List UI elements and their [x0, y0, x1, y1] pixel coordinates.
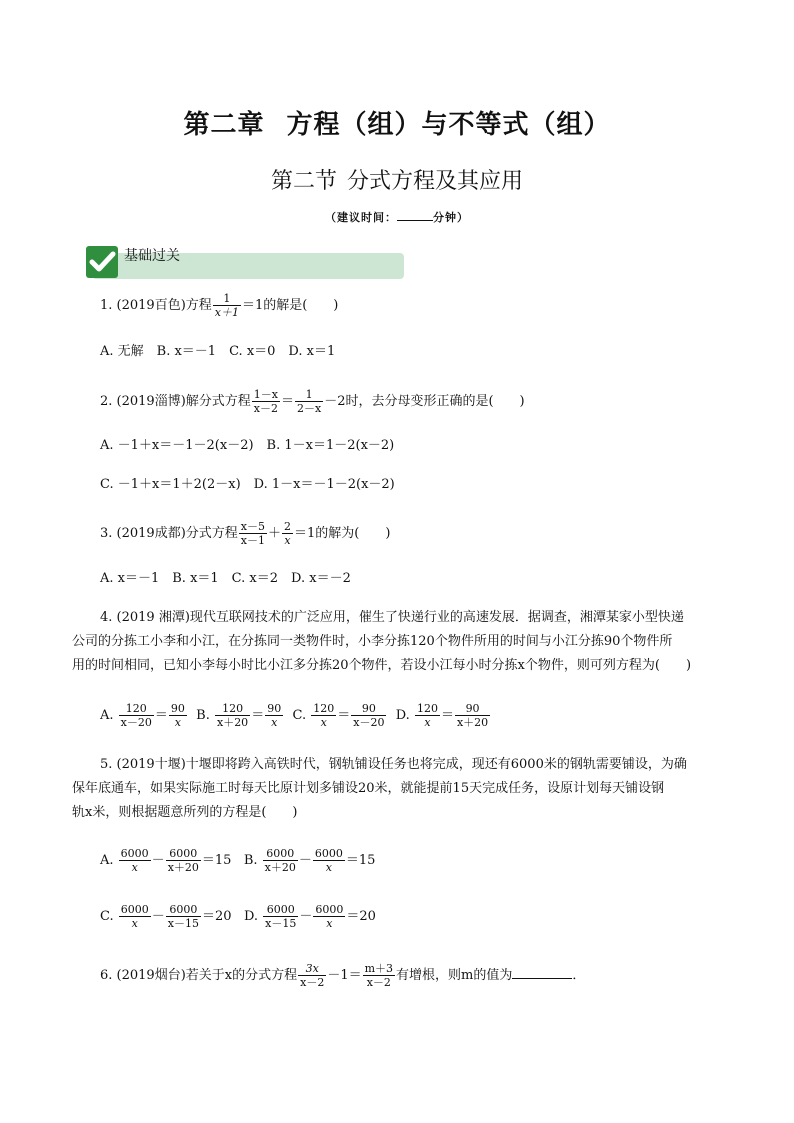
minus-sign: － [151, 909, 165, 924]
equation-result: ＝20 [201, 909, 232, 924]
numerator: 1－x [253, 388, 278, 401]
q4-line: 公司的分拣工小李和小江，在分拣同一类物件时，小李分拣120个物件所用的时间与小江分拣90个物件所 [72, 634, 673, 649]
denominator: x＋20 [456, 716, 489, 729]
checkmark-icon [86, 246, 118, 278]
fraction [313, 903, 345, 930]
fraction [169, 702, 187, 729]
q3-options: A. x＝－1 B. x＝1 C. x＝2 D. x＝－2 [100, 571, 351, 586]
denominator: x [313, 916, 345, 930]
fraction [119, 847, 151, 874]
numerator: 120 [125, 702, 147, 715]
chapter-title [0, 104, 794, 141]
q5-options-cd [100, 903, 376, 930]
option-label: D. [395, 708, 410, 723]
q5-line: 保年底通车，如果实际施工时每天比原计划多铺设20米，就能提前15天完成任务，设原计划每天铺设钢 [72, 781, 665, 796]
numerator: 3x [305, 962, 319, 975]
q1-fraction [213, 292, 241, 319]
answer-blank[interactable] [512, 966, 572, 979]
q2-options-ab: A. －1＋x＝－1－2(x－2) B. 1－x＝1－2(x－2) [100, 438, 395, 453]
q1-prefix: 1. (2019百色)方程 [100, 298, 212, 313]
denominator: x－15 [167, 917, 199, 930]
option-label: B. [243, 853, 258, 868]
denominator: x＋20 [216, 716, 249, 729]
plus-sign: ＋ [267, 526, 281, 541]
denominator: x [119, 916, 151, 930]
fraction [215, 702, 250, 729]
question-4 [72, 606, 740, 678]
numerator: 90 [170, 702, 185, 715]
fraction [298, 962, 326, 989]
q3-suffix: ＝1的解为( ) [293, 526, 391, 541]
section-number: 第二节 [270, 169, 337, 194]
denominator: x [415, 715, 440, 729]
denominator: x－20 [353, 716, 385, 729]
question-1 [100, 292, 338, 319]
question-6 [100, 962, 585, 989]
time-blank [397, 210, 433, 221]
denominator: x－20 [120, 716, 152, 729]
denominator: x [311, 715, 336, 729]
option-label: A. [100, 708, 114, 723]
numerator: 90 [267, 702, 282, 715]
denominator: x [313, 860, 345, 874]
numerator: 6000 [120, 903, 149, 916]
denominator: x＋20 [167, 861, 199, 874]
denominator: x [265, 715, 283, 729]
chapter-number: 第二章 [183, 110, 265, 140]
denominator: x [282, 533, 293, 547]
minus-sign: － [299, 909, 313, 924]
option-label: A. [100, 853, 114, 868]
numerator: 6000 [314, 847, 343, 860]
equation-result: ＝15 [201, 853, 232, 868]
denominator: x－15 [265, 917, 297, 930]
numerator: 1 [305, 388, 313, 401]
suggested-time [0, 209, 794, 225]
minus-sign: － [151, 853, 165, 868]
equals-sign: ＝ [280, 394, 294, 409]
q2-suffix: －2时，去分母变形正确的是( ) [324, 394, 525, 409]
q1-options: A. 无解 B. x＝－1 C. x＝0 D. x＝1 [100, 344, 336, 359]
equals-sign: ＝ [440, 708, 454, 723]
fraction [263, 847, 298, 874]
section-title [0, 164, 794, 195]
q5-line: 轨x米，则根据题意所列的方程是( ) [72, 805, 298, 820]
fraction [119, 903, 151, 930]
fraction [415, 702, 440, 729]
fraction [313, 847, 345, 874]
numerator: 6000 [169, 847, 198, 860]
numerator: 90 [361, 702, 376, 715]
q5-line: 5. (2019十堰)十堰即将跨入高铁时代，钢轨铺设任务也将完成，现还有6000米的钢轨需要铺设，为确 [100, 757, 687, 772]
q6-middle: －1＝ [327, 968, 362, 983]
numerator: 6000 [315, 903, 344, 916]
denominator: x＋20 [264, 861, 296, 874]
numerator: 120 [416, 702, 438, 715]
q6-prefix: 6. (2019烟台)若关于x的分式方程 [100, 968, 298, 983]
time-suffix: 分钟） [433, 211, 469, 224]
fraction [166, 847, 201, 874]
numerator: 6000 [120, 847, 149, 860]
fraction [263, 903, 298, 930]
fraction [119, 702, 154, 729]
equals-sign: ＝ [251, 708, 265, 723]
option-label: C. [292, 708, 307, 723]
question-2 [100, 388, 525, 415]
fraction [166, 903, 201, 930]
q2-fraction-right [295, 388, 323, 415]
q2-fraction-left [252, 388, 280, 415]
fraction [311, 702, 336, 729]
denominator: x－2 [300, 976, 325, 989]
equation-result: ＝20 [346, 909, 376, 924]
banner-label: 基础过关 [124, 248, 180, 264]
fraction [351, 702, 386, 729]
q4-options [100, 702, 491, 729]
numerator: 2 [283, 520, 291, 533]
q3-fraction-left [239, 520, 267, 547]
option-label: B. [196, 708, 210, 723]
q4-line: 用的时间相同，已知小李每小时比小江多分拣20个物件，若设小江每小时分拣x个物件，则可列方程为( ) [72, 658, 692, 673]
denominator: x [169, 715, 187, 729]
q2-prefix: 2. (2019淄博)解分式方程 [100, 394, 251, 409]
time-prefix: （建议时间： [325, 211, 397, 224]
q3-prefix: 3. (2019成都)分式方程 [100, 526, 238, 541]
q4-line: 4. (2019 湘潭)现代互联网技术的广泛应用，催生了快递行业的高速发展．据调查，湘潭某家小型快递 [100, 610, 684, 625]
numerator: 90 [465, 702, 480, 715]
option-label: C. [100, 909, 114, 924]
denominator: x－1 [240, 534, 265, 547]
numerator: m＋3 [364, 962, 394, 975]
denominator: x [119, 860, 151, 874]
question-3 [100, 520, 390, 547]
section-name: 分式方程及其应用 [347, 169, 524, 194]
question-5 [72, 753, 740, 825]
fraction [363, 962, 395, 989]
equation-result: ＝15 [345, 853, 376, 868]
option-label: D. [243, 909, 259, 924]
numerator: 120 [313, 702, 335, 715]
denominator: x＋1 [214, 306, 239, 319]
numerator: 120 [222, 702, 244, 715]
q6-suffix: 有增根，则m的值为 [396, 968, 513, 983]
fraction [265, 702, 283, 729]
numerator: 6000 [266, 847, 295, 860]
numerator: 6000 [266, 903, 295, 916]
denominator: x－2 [363, 975, 395, 989]
q5-options-ab [100, 847, 375, 874]
q2-options-cd: C. －1＋x＝1＋2(2－x) D. 1－x＝－1－2(x－2) [100, 477, 395, 492]
denominator: x－2 [253, 402, 278, 415]
equals-sign: ＝ [154, 708, 168, 723]
q6-end: ． [572, 968, 586, 983]
chapter-name: 方程（组）与不等式（组） [286, 110, 611, 140]
fraction [455, 702, 490, 729]
q3-fraction-right [282, 520, 293, 547]
equals-sign: ＝ [337, 708, 351, 723]
minus-sign: － [298, 853, 312, 868]
q1-suffix: ＝1的解是( ) [241, 298, 339, 313]
numerator: x－5 [240, 520, 265, 533]
denominator: 2－x [296, 402, 322, 415]
numerator: 6000 [169, 903, 198, 916]
numerator: 1 [223, 292, 231, 305]
